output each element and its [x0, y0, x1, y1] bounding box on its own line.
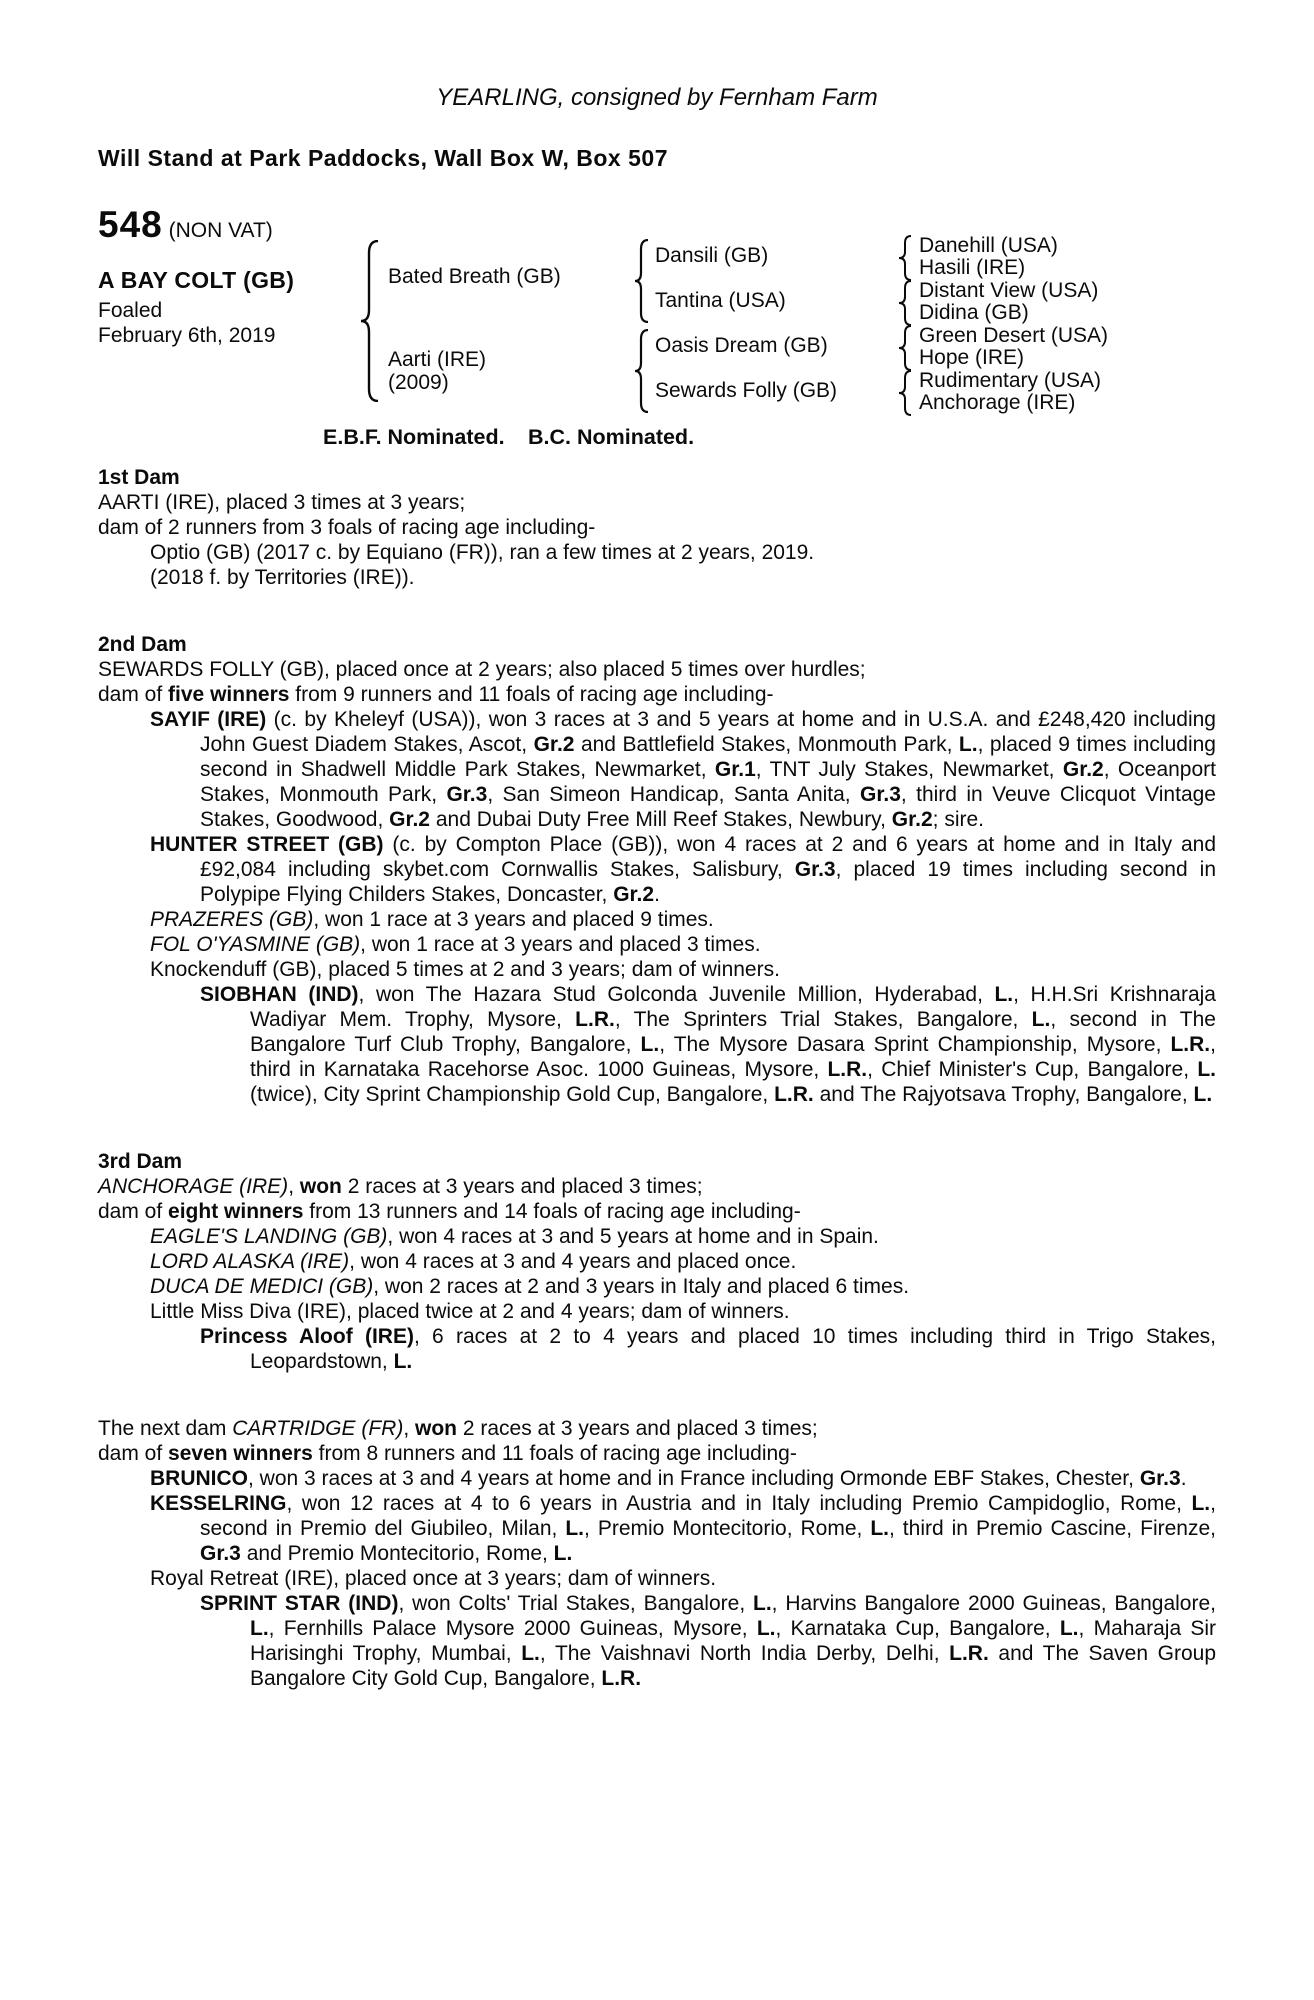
- text-run: Little Miss Diva (IRE), placed twice at 2 and 4 years; dam of winners.: [150, 1300, 790, 1323]
- text-run: Gr.1: [714, 758, 756, 781]
- text-run: L.R.: [1170, 1033, 1211, 1056]
- pedigree-gen3-entry: Rudimentary (USA): [919, 369, 1102, 392]
- pedigree-paragraph: [98, 1174, 1216, 1199]
- text-run: Gr.3: [446, 783, 488, 806]
- pedigree-dam-year: (2009): [388, 371, 449, 394]
- text-run: (2018 f. by Territories (IRE)).: [150, 566, 415, 589]
- text-run: ,: [288, 1175, 300, 1198]
- text-run: , placed 19 times including second in Polypipe Flying Childers Stakes, Doncaster,: [200, 858, 1216, 906]
- text-run: (c. by Kheleyf (USA)), won 3 races at 3 and 5 years at home and in U.S.A. and £248,420 including John Guest Diadem Stakes, Ascot,: [200, 708, 1216, 756]
- text-run: dam of: [98, 1442, 169, 1465]
- page-title: YEARLING, consigned by Fernham Farm: [436, 84, 878, 111]
- text-run: CARTRIDGE (FR): [232, 1417, 404, 1440]
- pedigree-sire-sire: Dansili (GB): [655, 244, 769, 267]
- pedigree-paragraph: [98, 565, 1216, 590]
- text-run: Gr.2: [613, 883, 655, 906]
- text-run: Optio (GB) (2017 c. by Equiano (FR)), ran a few times at 2 years, 2019.: [150, 541, 815, 564]
- text-run: L.R.: [827, 1058, 868, 1081]
- pedigree-paragraph: [98, 932, 1216, 957]
- text-run: DUCA DE MEDICI (GB): [150, 1275, 374, 1298]
- dam-sections: [98, 465, 1216, 1691]
- dam-section: [98, 1416, 1216, 1691]
- pedigree-dam-name: Aarti (IRE): [388, 348, 487, 371]
- ebf-nominated: E.B.F. Nominated.: [323, 425, 505, 449]
- lot-vat: (NON VAT): [168, 219, 273, 242]
- text-run: , TNT July Stakes, Newmarket,: [755, 758, 1063, 781]
- pedigree-gen3-entry: Hope (IRE): [919, 346, 1025, 369]
- text-run: , The Mysore Dasara Sprint Championship, Mysore,: [659, 1033, 1171, 1056]
- text-run: L.: [1197, 1058, 1217, 1081]
- text-run: , Maharaja Sir Harisinghi Trophy, Mumbai,: [250, 1617, 1216, 1665]
- text-run: , third in Karnataka Racehorse Asoc. 1000 Guineas, Mysore,: [250, 1033, 1216, 1081]
- brace-gen3-1-icon: [898, 235, 913, 281]
- text-run: and Premio Montecitorio, Rome,: [240, 1542, 554, 1565]
- text-run: , placed 9 times including second in Shadwell Middle Park Stakes, Newmarket,: [200, 733, 1216, 781]
- pedigree-paragraph: [98, 540, 1216, 565]
- pedigree-gen3-entry: Green Desert (USA): [919, 324, 1109, 347]
- text-run: FOL O'YASMINE (GB): [150, 933, 361, 956]
- text-run: Gr.2: [891, 808, 933, 831]
- pedigree-dam-sire: Oasis Dream (GB): [655, 334, 828, 357]
- text-run: , Chief Minister's Cup, Bangalore,: [867, 1058, 1198, 1081]
- pedigree-paragraph: [98, 1199, 1216, 1224]
- text-run: , won 2 races at 2 and 3 years in Italy and placed 6 times.: [373, 1275, 910, 1298]
- text-run: five winners: [168, 683, 290, 706]
- text-run: Gr.3: [794, 858, 836, 881]
- text-run: , Oceanport Stakes, Monmouth Park,: [200, 758, 1216, 806]
- text-run: , third in Premio Cascine, Firenze,: [889, 1517, 1216, 1540]
- text-run: , won 1 race at 3 years and placed 9 times.: [313, 908, 714, 931]
- pedigree-sire-dam: Tantina (USA): [655, 289, 786, 312]
- text-run: EAGLE'S LANDING (GB): [150, 1225, 388, 1248]
- text-run: eight winners: [168, 1200, 304, 1223]
- pedigree-sire: Bated Breath (GB): [388, 265, 561, 288]
- text-run: , second in The Bangalore Turf Club Trophy, Bangalore,: [250, 1008, 1216, 1056]
- text-run: L.: [1191, 1492, 1211, 1515]
- text-run: Gr.2: [1062, 758, 1104, 781]
- text-run: 2 races at 3 years and placed 3 times;: [457, 1417, 818, 1440]
- text-run: .: [1180, 1467, 1187, 1490]
- text-run: dam of: [98, 683, 169, 706]
- pedigree-paragraph: [98, 682, 1216, 707]
- text-run: Knockenduff (GB), placed 5 times at 2 and 3 years; dam of winners.: [150, 958, 780, 981]
- text-run: L.R.: [601, 1667, 642, 1690]
- text-run: seven winners: [168, 1442, 313, 1465]
- pedigree-paragraph: [98, 1324, 1216, 1374]
- text-run: , won 1 race at 3 years and placed 3 times.: [360, 933, 761, 956]
- text-run: L.: [393, 1350, 413, 1373]
- pedigree-paragraph: [98, 1491, 1216, 1566]
- section-heading: 3rd Dam: [98, 1150, 183, 1173]
- text-run: , second in Premio del Giubileo, Milan,: [200, 1492, 1216, 1540]
- pedigree-paragraph: [98, 490, 1216, 515]
- text-run: and Battlefield Stakes, Monmouth Park,: [574, 733, 959, 756]
- text-run: , won 12 races at 4 to 6 years in Austria and in Italy including Premio Campidoglio, Rome,: [286, 1492, 1192, 1515]
- text-run: L.: [958, 733, 978, 756]
- pedigree-paragraph: [98, 907, 1216, 932]
- text-run: LORD ALASKA (IRE): [150, 1250, 350, 1273]
- text-run: , Premio Montecitorio, Rome,: [584, 1517, 871, 1540]
- pedigree-gen3-entry: Hasili (IRE): [919, 256, 1026, 279]
- pedigree-paragraph: [98, 1566, 1216, 1591]
- text-run: , Harvins Bangalore 2000 Guineas, Bangalore,: [771, 1592, 1216, 1615]
- text-run: (c. by Compton Place (GB)), won 4 races at 2 and 6 years at home and in Italy and £92,084 including skybet.com Cornwallis Stakes, Salisbury,: [200, 833, 1216, 881]
- text-run: , The Sprinters Trial Stakes, Bangalore,: [614, 1008, 1032, 1031]
- text-run: 2 races at 3 years and placed 3 times;: [341, 1175, 703, 1198]
- text-run: ,: [403, 1417, 416, 1440]
- text-run: dam of: [98, 1200, 169, 1223]
- pedigree-gen3-entry: Didina (GB): [919, 301, 1029, 324]
- text-run: , won 4 races at 3 and 4 years and placed once.: [349, 1250, 797, 1273]
- text-run: PRAZERES (GB): [150, 908, 314, 931]
- text-run: , H.H.Sri Krishnaraja Wadiyar Mem. Trophy, Mysore,: [250, 983, 1216, 1031]
- foaled-date: February 6th, 2019: [98, 324, 276, 347]
- text-run: won: [415, 1417, 458, 1440]
- pedigree-paragraph: [98, 657, 1216, 682]
- pedigree-paragraph: [98, 707, 1216, 832]
- pedigree-gen3-entry: Anchorage (IRE): [919, 391, 1076, 414]
- text-run: , 6 races at 2 to 4 years and placed 10 times including third in Trigo Stakes, Leopardstown,: [250, 1325, 1217, 1373]
- pedigree-paragraph: [98, 1416, 1216, 1441]
- text-run: , won The Hazara Stud Golconda Juvenile Million, Hyderabad,: [358, 983, 995, 1006]
- text-run: L.: [553, 1542, 573, 1565]
- text-run: , The Vaishnavi North India Derby, Delhi,: [539, 1642, 950, 1665]
- text-run: L.: [565, 1517, 585, 1540]
- section-heading: 1st Dam: [98, 466, 180, 489]
- dam-section: [98, 632, 1216, 1107]
- text-run: dam of 2 runners from 3 foals of racing age including-: [98, 516, 596, 539]
- text-run: HUNTER STREET (GB): [150, 833, 384, 856]
- text-run: Gr.2: [533, 733, 575, 756]
- pedigree-paragraph: [98, 1466, 1216, 1491]
- text-run: Royal Retreat (IRE), placed once at 3 years; dam of winners.: [150, 1567, 717, 1590]
- brace-gen3-4-icon: [898, 370, 913, 416]
- text-run: ; sire.: [932, 808, 985, 831]
- pedigree-paragraph: [98, 1299, 1216, 1324]
- text-run: .: [654, 883, 660, 906]
- brace-gen3-3-icon: [898, 325, 913, 371]
- pedigree-paragraph: [98, 1591, 1216, 1691]
- text-run: ANCHORAGE (IRE): [98, 1175, 289, 1198]
- dam-section: [98, 1149, 1216, 1374]
- text-run: L.: [1031, 1008, 1051, 1031]
- pedigree-paragraph: [98, 1441, 1216, 1466]
- text-run: BRUNICO: [150, 1467, 248, 1490]
- pedigree-table: [98, 204, 1216, 459]
- pedigree-gen3-entry: Distant View (USA): [919, 279, 1099, 302]
- text-run: , won 3 races at 3 and 4 years at home and in France including Ormonde EBF Stakes, Chester,: [248, 1467, 1140, 1490]
- text-run: L.: [756, 1617, 776, 1640]
- text-run: L.: [1059, 1617, 1079, 1640]
- dam-section: [98, 465, 1216, 590]
- brace-dam-icon: [634, 329, 650, 413]
- text-run: SAYIF (IRE): [150, 708, 267, 731]
- pedigree-paragraph: [98, 832, 1216, 907]
- text-run: , won Colts' Trial Stakes, Bangalore,: [398, 1592, 753, 1615]
- text-run: won: [299, 1175, 342, 1198]
- pedigree-paragraph: [98, 982, 1216, 1107]
- pedigree-paragraph: [98, 1249, 1216, 1274]
- text-run: , Fernhills Palace Mysore 2000 Guineas, Mysore,: [268, 1617, 757, 1640]
- text-run: from 8 runners and 11 foals of racing age including-: [312, 1442, 797, 1465]
- section-heading: 2nd Dam: [98, 633, 187, 656]
- colt-description: A BAY COLT (GB): [98, 267, 295, 293]
- text-run: (twice), City Sprint Championship Gold Cup, Bangalore,: [250, 1083, 775, 1106]
- text-run: Gr.3: [200, 1542, 241, 1565]
- brace-gen3-2-icon: [898, 280, 913, 326]
- text-run: , third in Veuve Clicquot Vintage Stakes, Goodwood,: [200, 783, 1216, 831]
- text-run: Gr.2: [389, 808, 430, 831]
- text-run: L.: [870, 1517, 889, 1540]
- text-run: L.R.: [949, 1642, 989, 1665]
- lot-number: 548: [98, 204, 163, 245]
- text-run: and The Rajyotsava Trophy, Bangalore,: [813, 1083, 1194, 1106]
- text-run: AARTI (IRE), placed 3 times at 3 years;: [98, 491, 466, 514]
- stand-location: Will Stand at Park Paddocks, Wall Box W, Box 507: [98, 145, 668, 171]
- pedigree-dam-dam: Sewards Folly (GB): [655, 379, 838, 402]
- pedigree-paragraph: [98, 1274, 1216, 1299]
- text-run: The next dam: [98, 1417, 233, 1440]
- pedigree-paragraph: [98, 515, 1216, 540]
- foaled-label: Foaled: [98, 299, 163, 322]
- bc-nominated: B.C. Nominated.: [528, 425, 695, 449]
- text-run: SIOBHAN (IND): [200, 983, 359, 1006]
- text-run: Gr.3: [860, 783, 901, 806]
- text-run: , Karnataka Cup, Bangalore,: [775, 1617, 1060, 1640]
- text-run: and The Saven Group Bangalore City Gold Cup, Bangalore,: [250, 1642, 1216, 1690]
- text-run: L.R.: [774, 1083, 814, 1106]
- text-run: SEWARDS FOLLY (GB), placed once at 2 years; also placed 5 times over hurdles;: [98, 658, 866, 681]
- brace-gen1-icon: [360, 240, 380, 402]
- text-run: L.: [994, 983, 1014, 1006]
- pedigree-gen3-entry: Danehill (USA): [919, 234, 1058, 257]
- text-run: KESSELRING: [150, 1492, 287, 1515]
- text-run: , won 4 races at 3 and 5 years at home and in Spain.: [387, 1225, 879, 1248]
- text-run: L.: [640, 1033, 660, 1056]
- text-run: L.: [250, 1617, 269, 1640]
- text-run: and Dubai Duty Free Mill Reef Stakes, Newbury,: [430, 808, 892, 831]
- text-run: SPRINT STAR (IND): [200, 1592, 399, 1615]
- text-run: Princess Aloof (IRE): [200, 1325, 414, 1348]
- pedigree-paragraph: [98, 957, 1216, 982]
- text-run: , San Simeon Handicap, Santa Anita,: [487, 783, 861, 806]
- brace-sire-icon: [634, 239, 650, 323]
- pedigree-gen3-column: [919, 235, 1108, 414]
- pedigree-paragraph: [98, 1224, 1216, 1249]
- text-run: from 13 runners and 14 foals of racing age including-: [303, 1200, 801, 1223]
- text-run: Gr.3: [1139, 1467, 1181, 1490]
- text-run: L.: [753, 1592, 772, 1615]
- text-run: L.: [1193, 1083, 1213, 1106]
- text-run: L.: [521, 1642, 540, 1665]
- pedigree-dam: [388, 348, 486, 394]
- lot-line: [98, 204, 273, 245]
- text-run: from 9 runners and 11 foals of racing age including-: [289, 683, 774, 706]
- text-run: L.R.: [575, 1008, 615, 1031]
